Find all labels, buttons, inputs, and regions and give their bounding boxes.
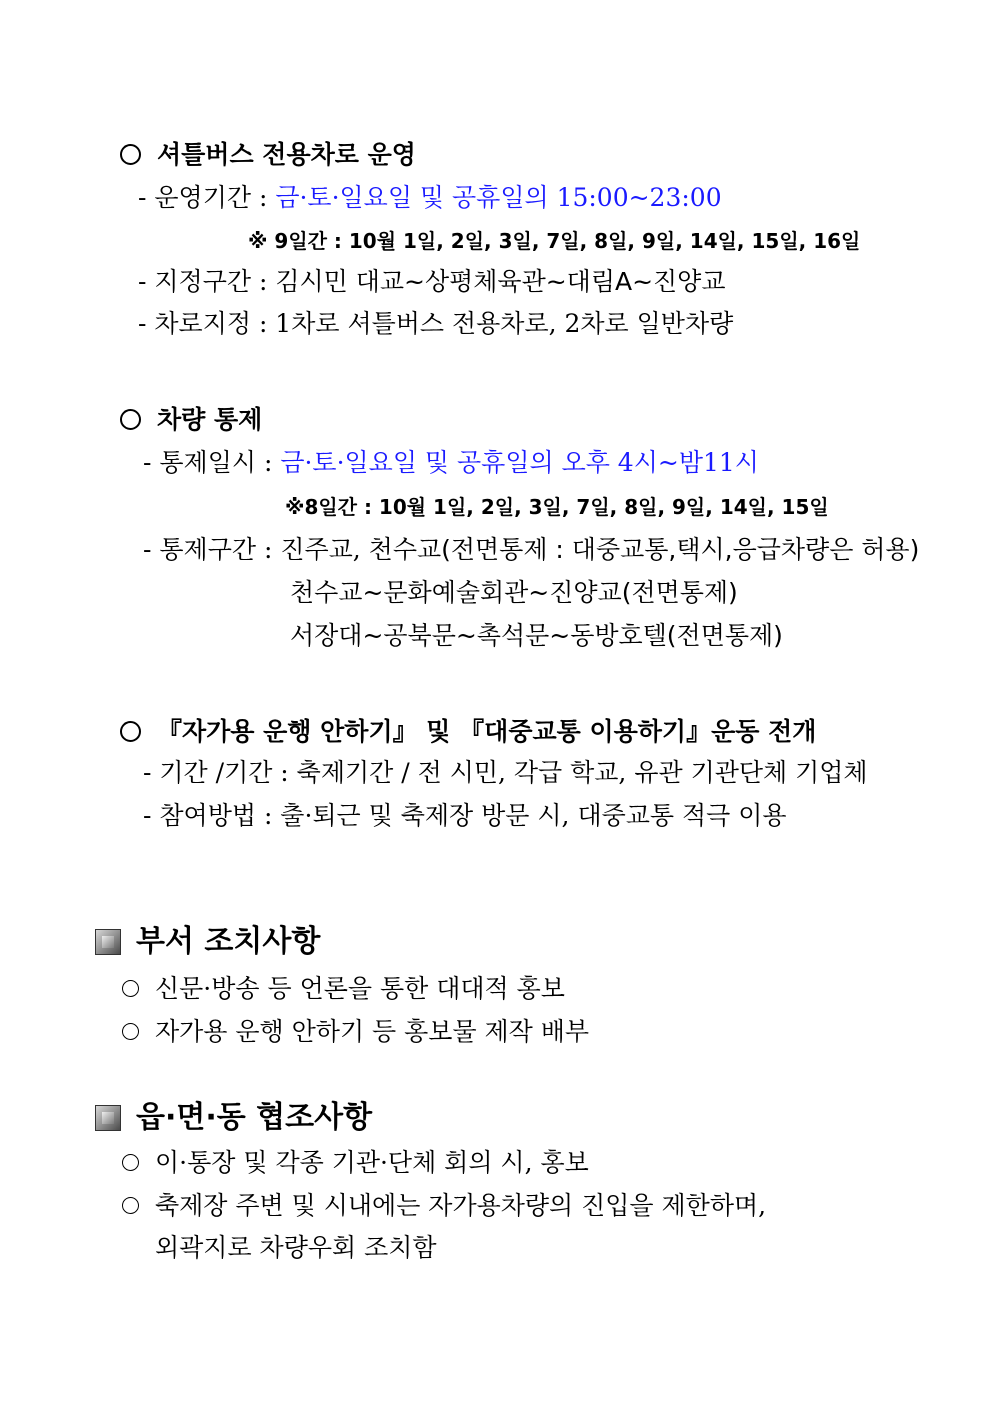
dept-item-1: 신문·방송 등 언론을 통한 대대적 홍보 bbox=[122, 973, 565, 1005]
circle-bullet-icon bbox=[122, 1023, 139, 1040]
town-item-2: 축제장 주변 및 시내에는 자가용차량의 진입을 제한하며, bbox=[122, 1190, 766, 1222]
square-bullet-icon bbox=[95, 1105, 121, 1131]
operation-period: - 운영기간 : 금·토·일요일 및 공휴일의 15:00~23:00 bbox=[138, 183, 722, 212]
vehicle-control-title: 차량 통제 bbox=[120, 404, 262, 436]
town-item-2-continued: 외곽지로 차량우회 조치함 bbox=[155, 1233, 437, 1262]
circle-bullet-icon bbox=[122, 1154, 139, 1171]
campaign-title: 『자가용 운행 안하기』 및 『대중교통 이용하기』운동 전개 bbox=[120, 716, 816, 748]
square-bullet-icon bbox=[95, 929, 121, 955]
control-area-2: 천수교~문화예술회관~진양교(전면통제) bbox=[290, 578, 738, 607]
control-area-3: 서장대~공북문~촉석문~동방호텔(전면통제) bbox=[290, 621, 783, 650]
circle-bullet-icon bbox=[122, 980, 139, 997]
circle-bullet-icon bbox=[120, 721, 141, 742]
campaign-method: - 참여방법 : 출·퇴근 및 축제장 방문 시, 대중교통 적극 이용 bbox=[143, 801, 787, 830]
circle-bullet-icon bbox=[120, 144, 141, 165]
circle-bullet-icon bbox=[120, 409, 141, 430]
dept-measures-heading: 부서 조치사항 bbox=[136, 924, 321, 959]
town-item-1: 이·통장 및 각종 기관·단체 회의 시, 홍보 bbox=[122, 1147, 589, 1179]
control-days-note: ※8일간 : 10월 1일, 2일, 3일, 7일, 8일, 9일, 14일, 15일 bbox=[285, 495, 829, 519]
circle-bullet-icon bbox=[122, 1197, 139, 1214]
operation-days-note: ※ 9일간 : 10월 1일, 2일, 3일, 7일, 8일, 9일, 14일, 15일, 16일 bbox=[248, 229, 861, 253]
town-cooperation-heading: 읍·면·동 협조사항 bbox=[136, 1100, 373, 1135]
shuttle-section-title: 셔틀버스 전용차로 운영 bbox=[120, 139, 416, 171]
designated-section: - 지정구간 : 김시민 대교~상평체육관~대림A~진양교 bbox=[138, 267, 726, 296]
control-area-1: - 통제구간 : 진주교, 천수교(전면통제 : 대중교통,택시,응급차량은 허용) bbox=[143, 535, 920, 564]
lane-designation: - 차로지정 : 1차로 셔틀버스 전용차로, 2차로 일반차량 bbox=[138, 309, 734, 338]
campaign-period: - 기간 /기간 : 축제기간 / 전 시민, 각급 학교, 유관 기관단체 기업체 bbox=[143, 758, 868, 787]
control-time: - 통제일시 : 금·토·일요일 및 공휴일의 오후 4시~밤11시 bbox=[143, 448, 759, 477]
dept-item-2: 자가용 운행 안하기 등 홍보물 제작 배부 bbox=[122, 1016, 589, 1048]
